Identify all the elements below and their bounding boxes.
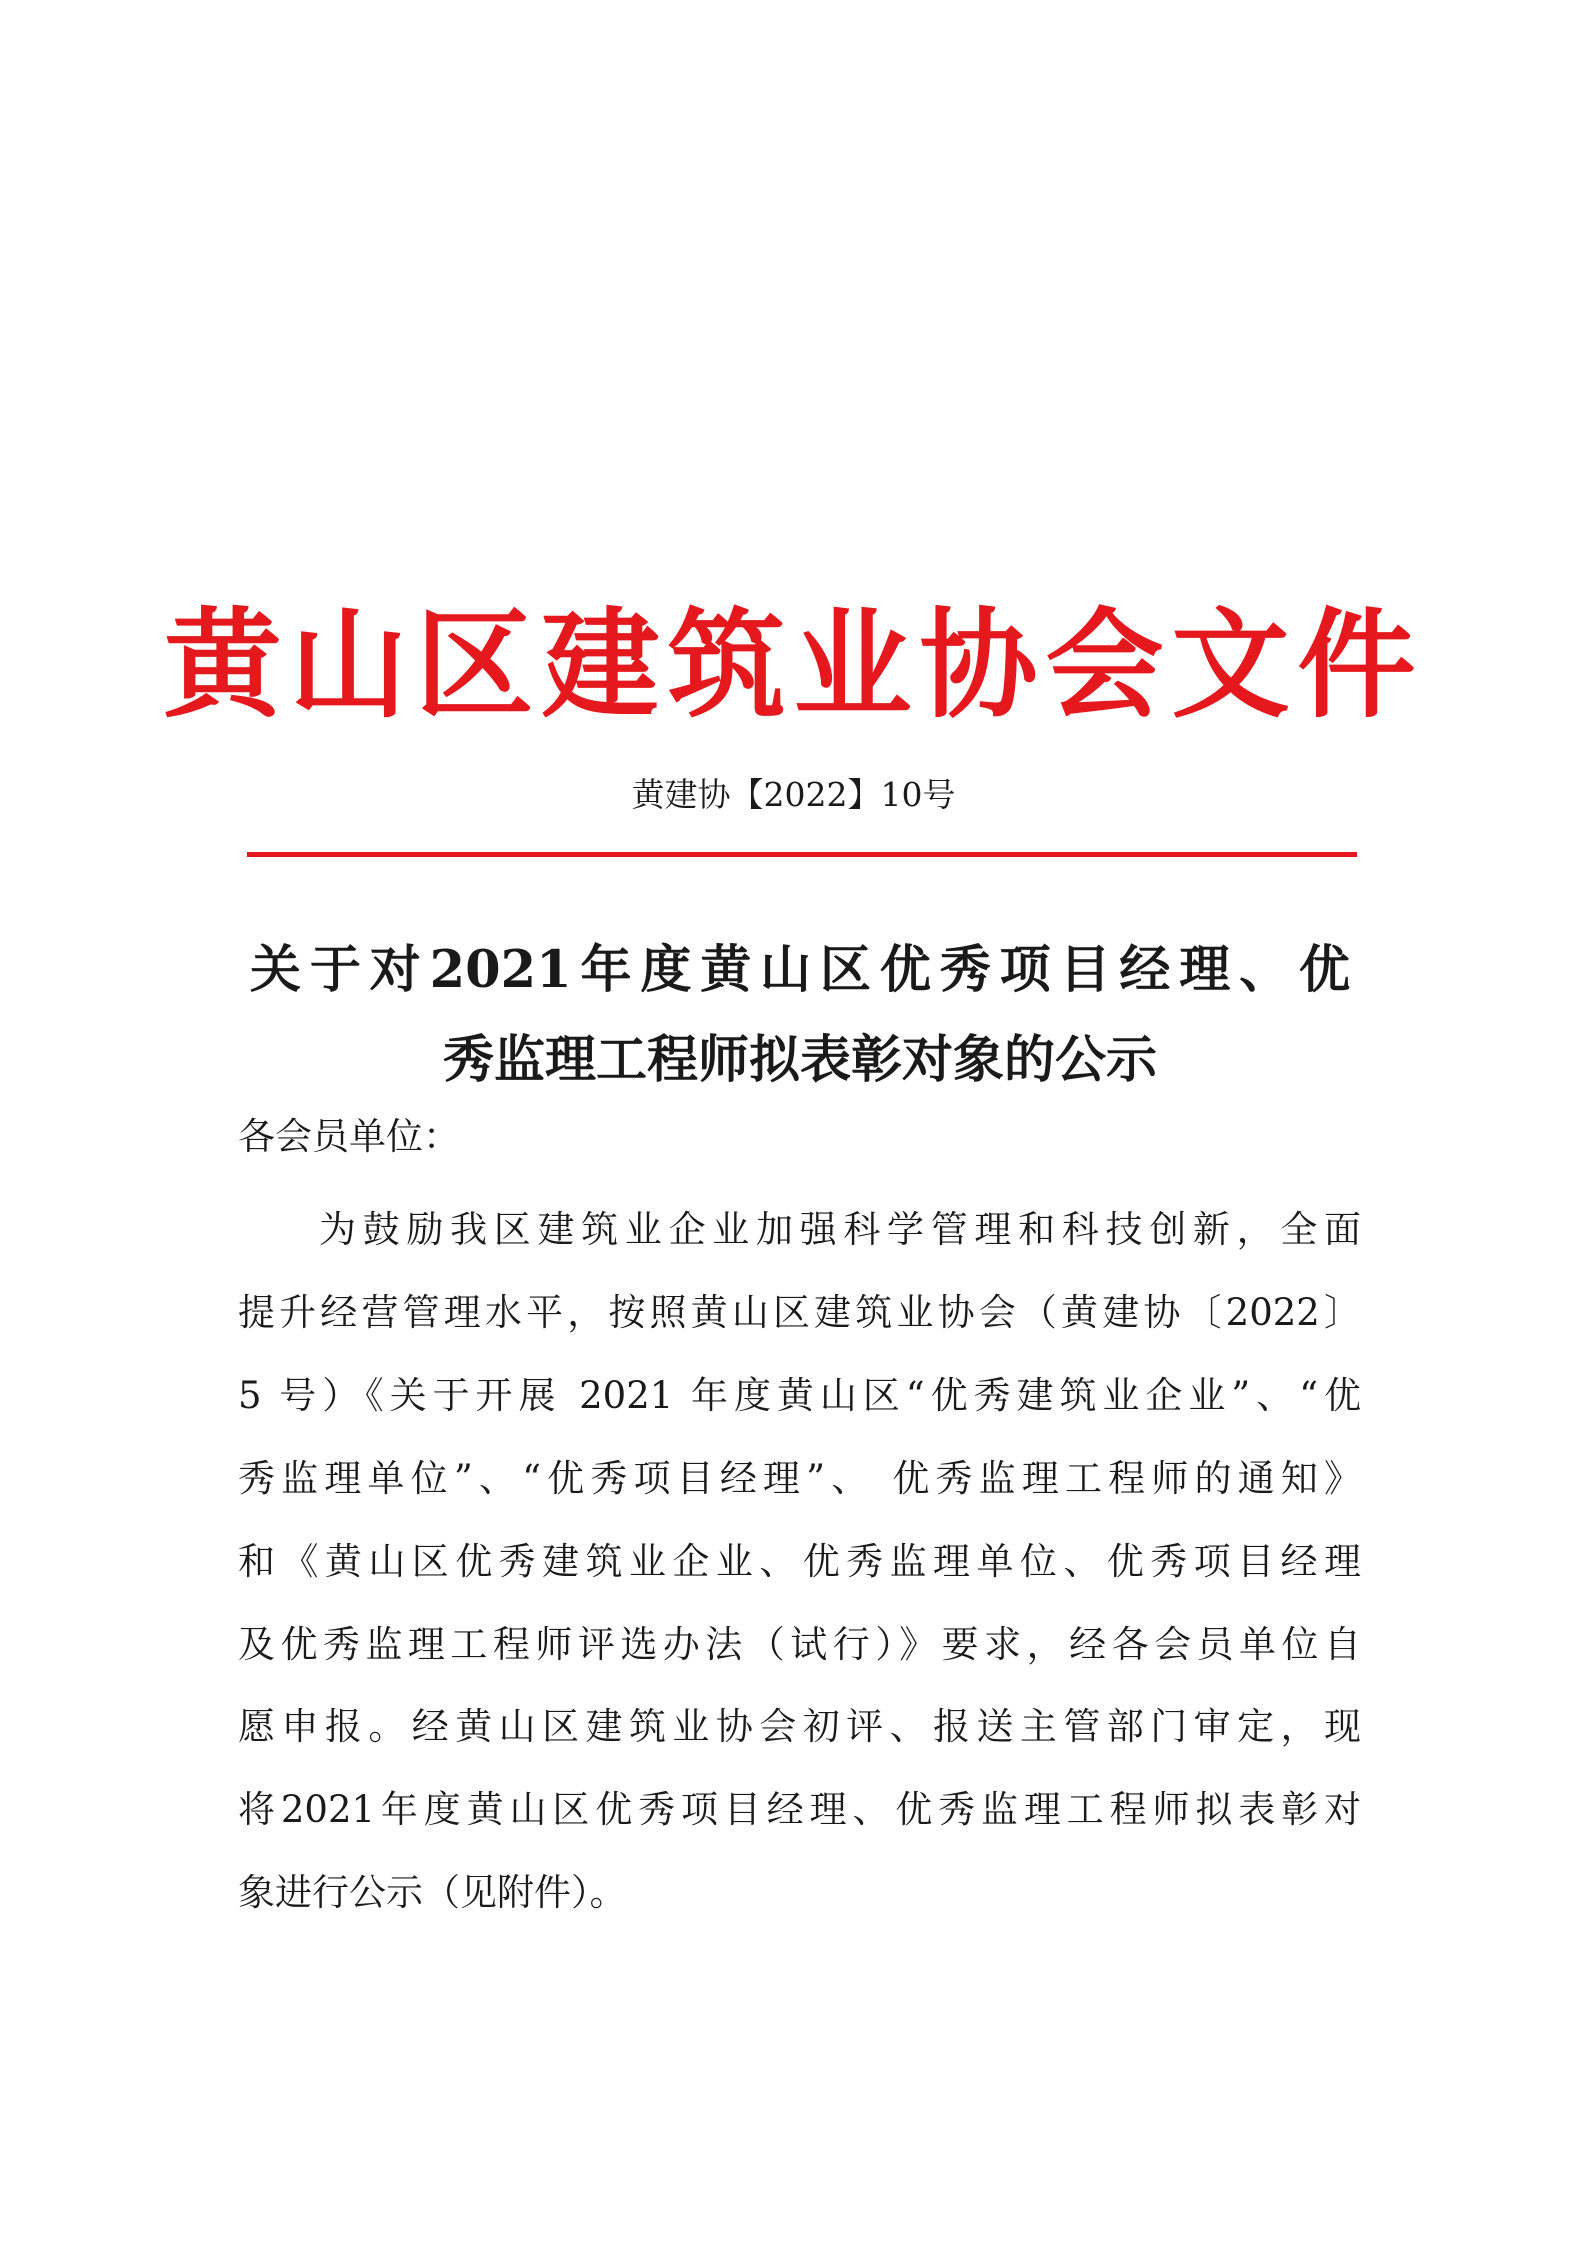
notice-title-line: 关于对2021年度黄山区优秀项目经理、优 [250,940,1350,1000]
body-line: 愿申报。经黄山区建筑业协会初评、报送主管部门审定，现 [238,1705,1361,1749]
header-divider-rule [247,852,1357,857]
body-line: 为鼓励我区建筑业企业加强科学管理和科技创新，全面 [319,1208,1361,1251]
notice-title-line: 秀监理工程师拟表彰对象的公示 [442,1030,1157,1090]
body-line: 秀监理单位”、“优秀项目经理”、 优秀监理工程师的通知》 [238,1456,1361,1500]
document-header-title: 黄山区建筑业协会文件 [163,595,1424,734]
body-line: 和《黄山区优秀建筑业企业、优秀监理单位、优秀项目经理 [238,1539,1361,1583]
body-line: 提升经营管理水平，按照黄山区建筑业协会（黄建协〔2022〕 [238,1290,1361,1334]
notice-body [238,1189,1361,1935]
body-line: 象进行公示（见附件）。 [238,1871,627,1915]
document-number: 黄建协【2022】10号 [631,775,956,814]
body-line: 5 号）《关于开展 2021 年度黄山区“优秀建筑业企业”、“优 [238,1373,1361,1417]
notice-title [250,925,1350,1105]
body-line: 及优秀监理工程师评选办法（试行）》要求，经各会员单位自 [238,1622,1361,1666]
body-line: 将2021年度黄山区优秀项目经理、优秀监理工程师拟表彰对 [238,1788,1361,1832]
salutation: 各会员单位： [238,1115,460,1158]
